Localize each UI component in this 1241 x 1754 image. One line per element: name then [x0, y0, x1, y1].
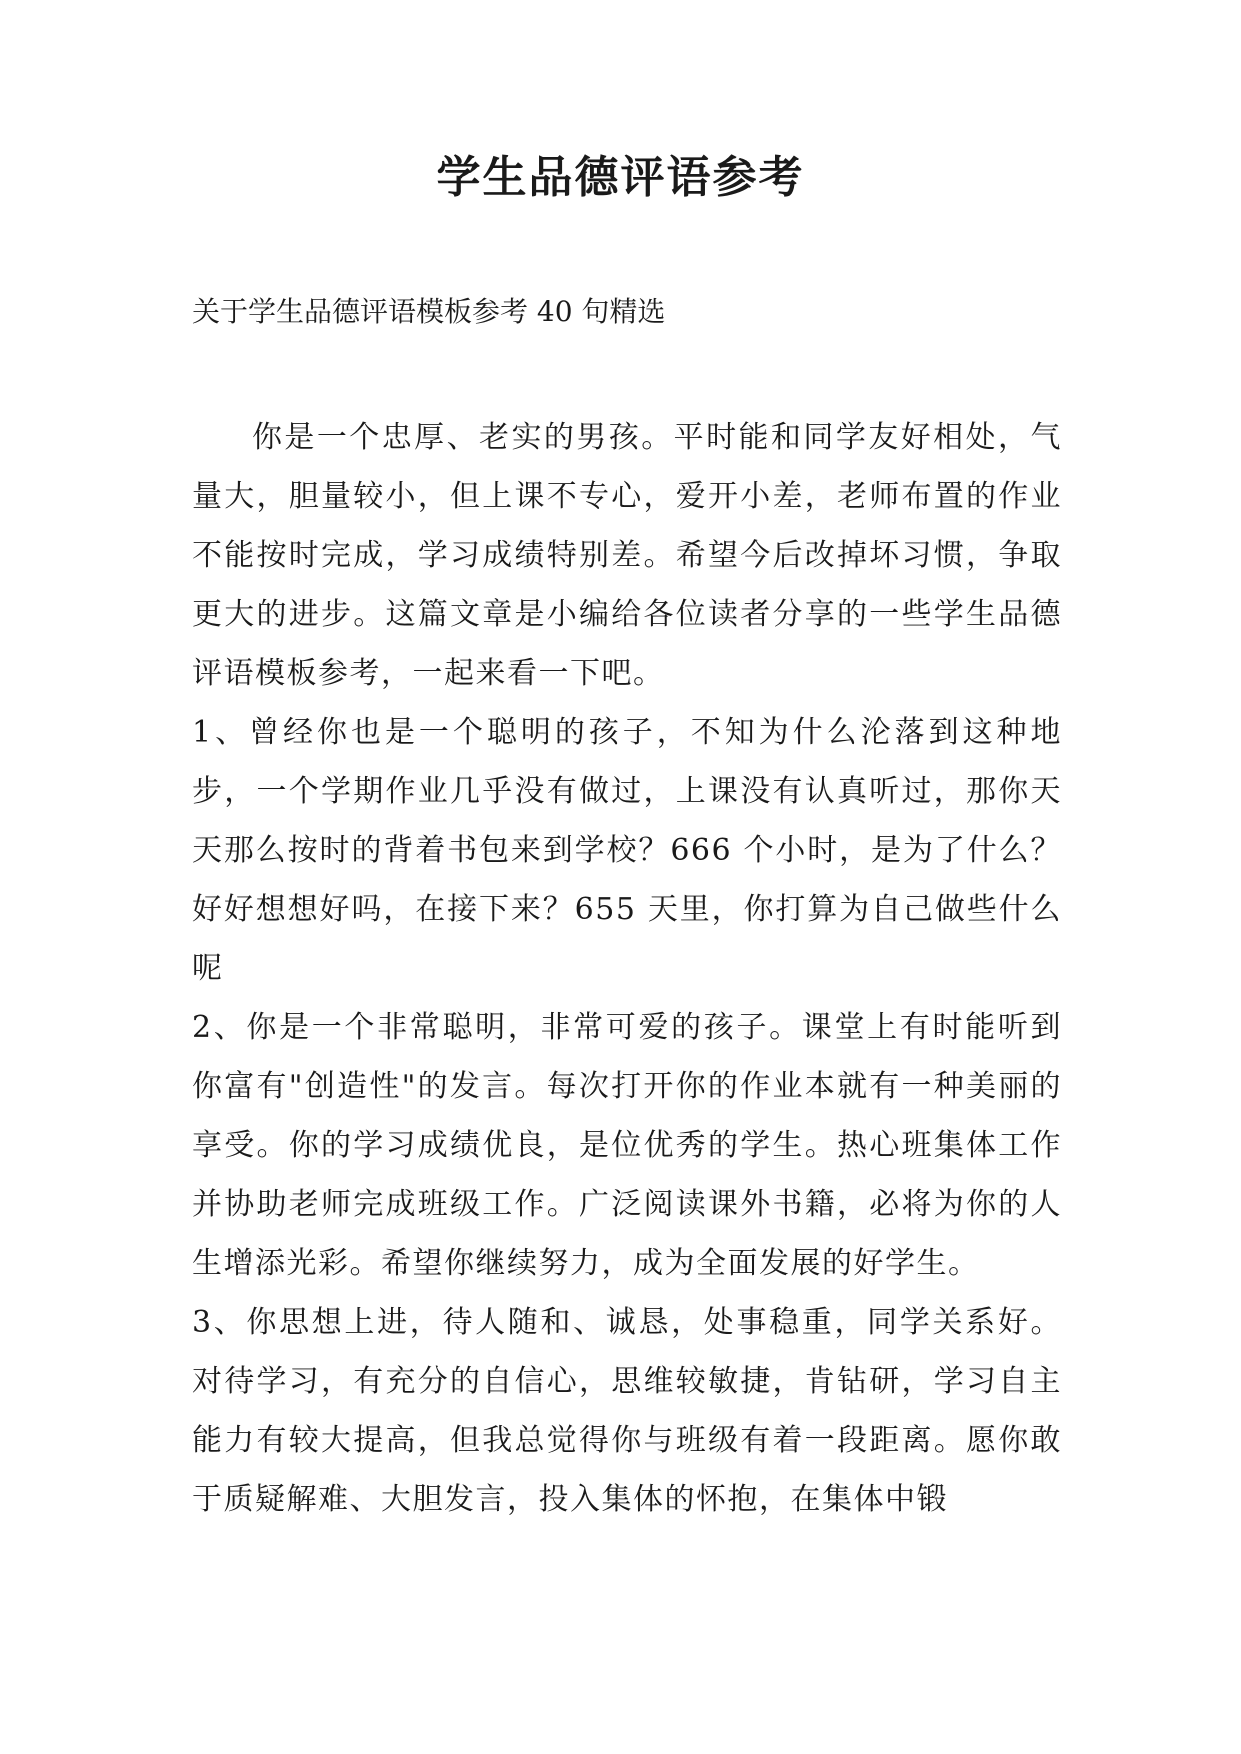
intro-paragraph: 你是一个忠厚、老实的男孩。平时能和同学友好相处，气量大，胆量较小，但上课不专心，爱开小差，老师布置的作业不能按时完成，学习成绩特别差。希望今后改掉坏习惯，争取更大的进步。这篇文章是小编给各位读者分享的一些学生品德评语模板参考，一起来看一下吧。: [192, 420, 1062, 691]
list-item-2: 2、你是一个非常聪明，非常可爱的孩子。课堂上有时能听到你富有"创造性"的发言。每次打开你的作业本就有一种美丽的享受。你的学习成绩优良，是位优秀的学生。热心班集体工作并协助老师完成班级工作。广泛阅读课外书籍，必将为你的人生增添光彩。希望你继续努力，成为全面发展的好学生。: [192, 1010, 1062, 1281]
document-subtitle: 关于学生品德评语模板参考 40 句精选: [192, 295, 666, 328]
document-title: 学生品德评语参考: [436, 152, 805, 203]
list-item-1: 1、曾经你也是一个聪明的孩子，不知为什么沦落到这种地步，一个学期作业几乎没有做过，上课没有认真听过，那你天天那么按时的背着书包来到学校？666 个小时，是为了什么？好好想想好吗，在接下来？655 天里，你打算为自己做些什么呢: [192, 715, 1062, 986]
document-body: [192, 408, 1062, 1529]
list-item-3: 3、你思想上进，待人随和、诚恳，处事稳重，同学关系好。对待学习，有充分的自信心，思维较敏捷，肯钻研，学习自主能力有较大提高，但我总觉得你与班级有着一段距离。愿你敢于质疑解难、大胆发言，投入集体的怀抱，在集体中锻: [192, 1305, 1062, 1517]
